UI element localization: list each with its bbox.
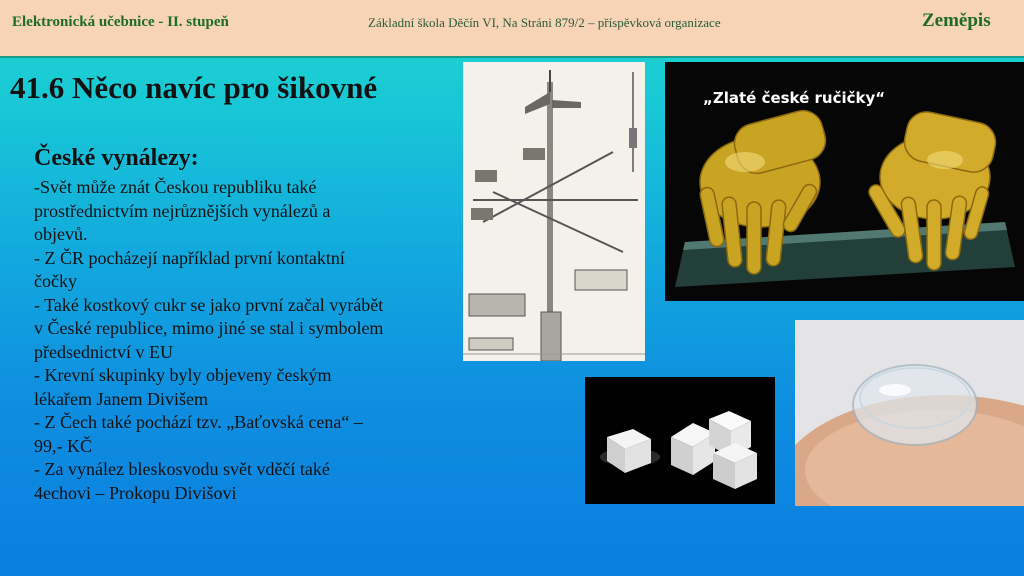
- header-textbook-label: Elektronická učebnice - II. stupeň: [12, 14, 229, 30]
- header-bar: [0, 0, 1024, 58]
- body-line: čočky: [34, 271, 77, 291]
- section-body: [34, 176, 429, 505]
- body-line: lékařem Janem Divišem: [34, 388, 208, 409]
- body-line: v České republice, mimo jiné se stal i symbolem: [34, 318, 384, 338]
- body-line: prostřednictvím nejrůznějších vynálezů a: [34, 200, 331, 221]
- section-heading: České vynálezy:: [34, 145, 199, 171]
- header-subject: Zeměpis: [922, 10, 991, 31]
- contact-lens-image: [795, 320, 1024, 506]
- body-line: - Z Čech také pochází tzv. „Baťovská cena“ –: [34, 412, 363, 432]
- golden-hands-caption: „Zlaté české ručičky“: [703, 89, 886, 107]
- body-line: - Také kostkový cukr se jako první začal vyrábět: [34, 294, 384, 315]
- body-line: 4echovi – Prokopu Divišovi: [34, 482, 237, 503]
- body-line: objevů.: [34, 224, 88, 244]
- page-title: 41.6 Něco navíc pro šikovné: [10, 70, 378, 105]
- body-line: - Z ČR pocházejí například první kontaktní: [34, 247, 345, 268]
- sugar-cubes-image: [585, 377, 775, 504]
- body-line: - Za vynález bleskosvodu svět vděčí také: [34, 459, 330, 479]
- body-line: -Svět může znát Českou republiku také: [34, 177, 317, 197]
- body-line: předsednictví v EU: [34, 341, 173, 362]
- body-line: 99,- KČ: [34, 435, 92, 456]
- body-line: - Krevní skupinky byly objeveny českým: [34, 365, 332, 385]
- header-school-name: Základní škola Děčín VI, Na Stráni 879/2 – příspěvková organizace: [368, 15, 721, 30]
- lightning-rod-engraving-image: [463, 62, 645, 361]
